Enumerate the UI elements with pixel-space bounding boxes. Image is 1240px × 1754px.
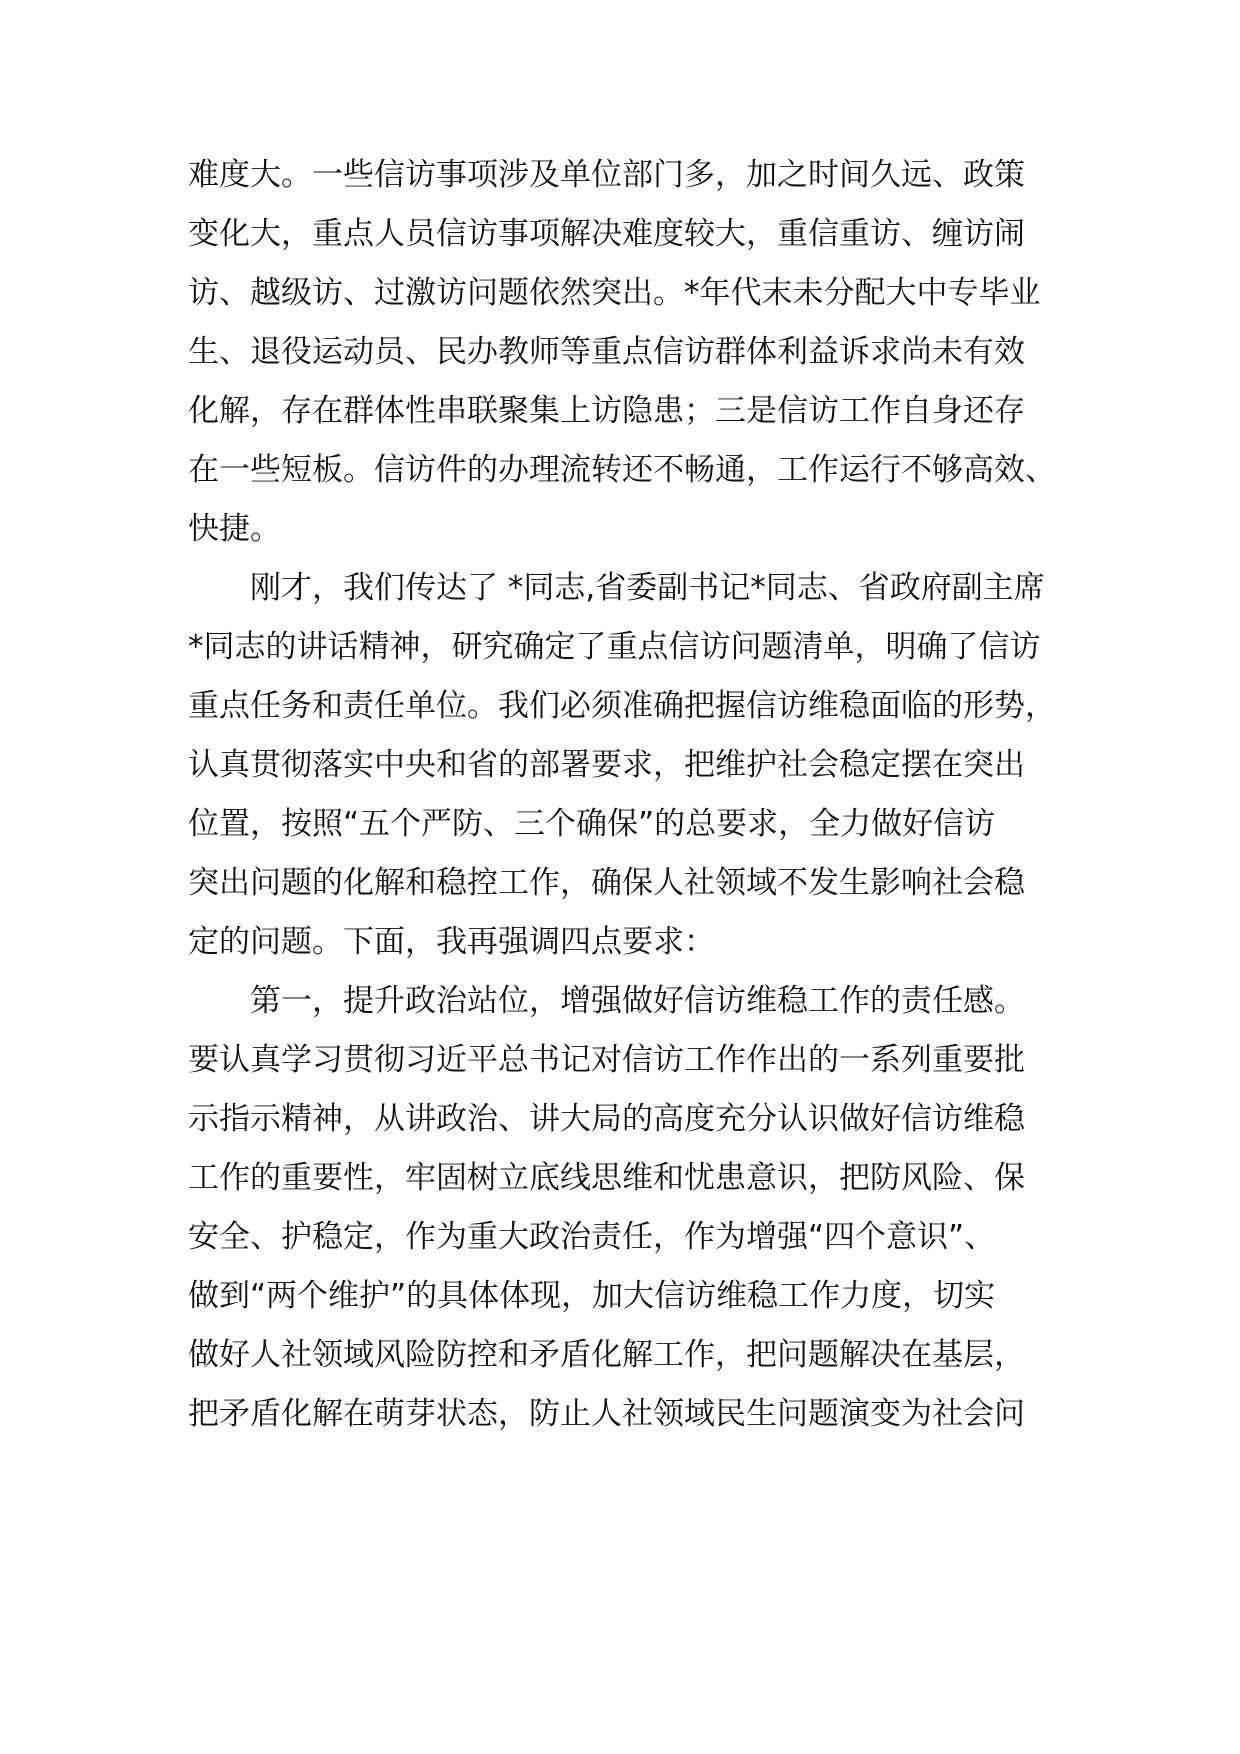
text-line: 难度大。一些信访事项涉及单位部门多，加之时间久远、政策	[188, 157, 1025, 193]
text-line: 工作的重要性，牢固树立底线思维和忧患意识，把防风险、保	[188, 1160, 1025, 1196]
text-line: 做好人社领域风险防控和矛盾化解工作，把问题解决在基层，	[188, 1337, 1025, 1373]
text-line: 要认真学习贯彻习近平总书记对信访工作作出的一系列重要批	[188, 1042, 1025, 1078]
text-line: 把矛盾化解在萌芽状态，防止人社领域民生问题演变为社会问	[188, 1396, 1025, 1432]
text-line: 访、越级访、过激访问题依然突出。*年代末未分配大中专毕业	[188, 275, 1041, 311]
text-line: 示指示精神，从讲政治、讲大局的高度充分认识做好信访维稳	[188, 1101, 1025, 1137]
text-line: 突出问题的化解和稳控工作，确保人社领域不发生影响社会稳	[188, 865, 1025, 901]
text-line: 快捷。	[188, 511, 281, 547]
text-line: 生、退役运动员、民办教师等重点信访群体利益诉求尚未有效	[188, 334, 1025, 370]
text-line: 变化大，重点人员信访事项解决难度较大，重信重访、缠访闹	[188, 216, 1025, 252]
text-line: 做到“两个维护”的具体体现，加大信访维稳工作力度，切实	[188, 1278, 996, 1314]
text-line: 重点任务和责任单位。我们必须准确把握信访维稳面临的形势，	[188, 688, 1056, 724]
paragraph-first-line: 第一，提升政治站位，增强做好信访维稳工作的责任感。	[250, 983, 1025, 1019]
text-line: *同志的讲话精神，研究确定了重点信访问题清单，明确了信访	[188, 629, 1041, 665]
text-line: 化解，存在群体性串联聚集上访隐患；三是信访工作自身还存	[188, 393, 1025, 429]
text-line: 认真贯彻落实中央和省的部署要求，把维护社会稳定摆在突出	[188, 747, 1025, 783]
text-line: 定的问题。下面，我再强调四点要求：	[188, 924, 715, 960]
text-line: 安全、护稳定，作为重大政治责任，作为增强“四个意识”、	[188, 1219, 996, 1255]
paragraph-first-line: 刚才，我们传达了 *同志,省委副书记*同志、省政府副主席	[250, 570, 1045, 606]
text-line: 在一些短板。信访件的办理流转还不畅通，工作运行不够高效、	[188, 452, 1056, 488]
text-line: 位置，按照“五个严防、三个确保”的总要求，全力做好信访	[188, 806, 996, 842]
